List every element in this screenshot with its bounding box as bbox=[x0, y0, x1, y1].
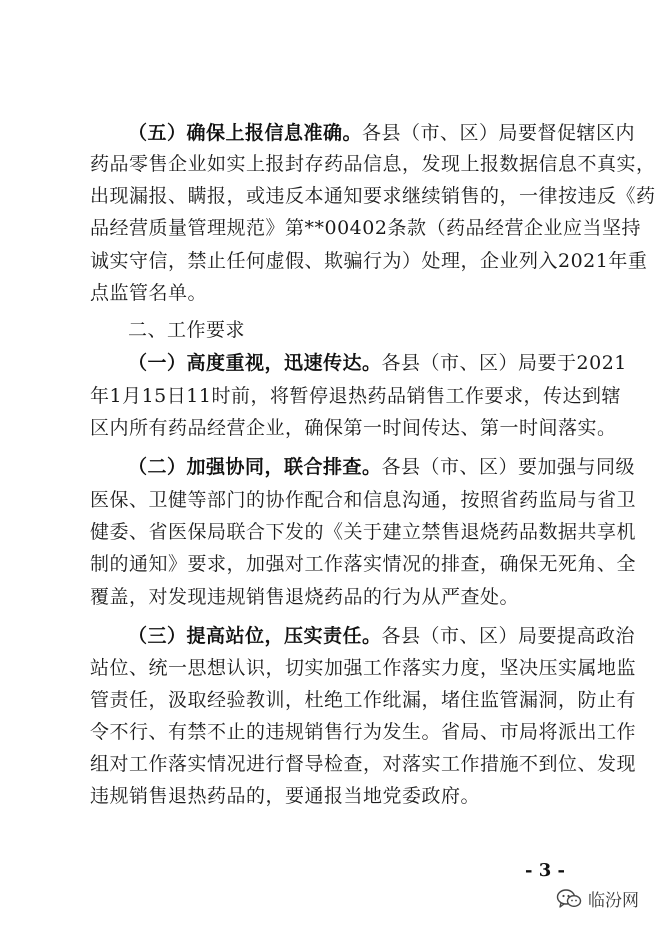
part2-heading: 二、工作要求 bbox=[128, 319, 246, 341]
section5-line1 bbox=[128, 121, 636, 145]
section5-line2: 药品零售企业如实上报封存药品信息，发现上报数据信息不真实， bbox=[90, 153, 656, 175]
item3-line6: 违规销售退热药品的，要通报当地党委政府。 bbox=[90, 785, 481, 807]
item1-text: 各县（市、区）局要于2021 bbox=[381, 352, 627, 374]
page-number: - 3 - bbox=[525, 860, 565, 881]
item3-line4: 令不行、有禁不止的违规销售行为发生。省局、市局将派出工作 bbox=[90, 721, 637, 743]
item2-text: 各县（市、区）要加强与同级 bbox=[381, 456, 636, 478]
section5-text: 各县（市、区）局要督促辖区内 bbox=[362, 122, 636, 144]
watermark bbox=[556, 886, 639, 911]
item3-line5: 组对工作落实情况进行督导检查，对落实工作措施不到位、发现 bbox=[90, 753, 637, 775]
item3-line3: 管责任，汲取经验教训，杜绝工作纰漏，堵住监管漏洞，防止有 bbox=[90, 689, 637, 711]
section5-line3: 出现漏报、瞒报，或违反本通知要求继续销售的，一律按违反《药 bbox=[90, 185, 656, 207]
section5-title: （五）确保上报信息准确。 bbox=[128, 122, 363, 144]
item2-line5: 覆盖，对发现违规销售退烧药品的行为从严查处。 bbox=[90, 586, 520, 608]
item1-line2: 年1月15日11时前，将暂停退热药品销售工作要求，传达到辖 bbox=[90, 385, 621, 407]
item3-text: 各县（市、区）局要提高政治 bbox=[381, 625, 636, 647]
section5-line6: 点监管名单。 bbox=[90, 282, 208, 304]
item1-line3: 区内所有药品经营企业，确保第一时间传达、第一时间落实。 bbox=[90, 417, 617, 439]
item2-line2: 医保、卫健等部门的协作配合和信息沟通，按照省药监局与省卫 bbox=[90, 489, 637, 511]
item1-line1 bbox=[128, 351, 627, 375]
item2-line4: 制的通知》要求，加强对工作落实情况的排查，确保无死角、全 bbox=[90, 553, 637, 575]
item3-line2: 站位、统一思想认识，切实加强工作落实力度，坚决压实属地监 bbox=[90, 657, 637, 679]
item2-title: （二）加强协同，联合排查。 bbox=[128, 456, 382, 478]
item1-title: （一）高度重视，迅速传达。 bbox=[128, 352, 382, 374]
section5-line5: 诚实守信，禁止任何虚假、欺骗行为）处理，企业列入2021年重 bbox=[90, 250, 648, 272]
section5-line4: 品经营质量管理规范》第**00402条款（药品经营企业应当坚持 bbox=[90, 217, 641, 239]
item3-line1 bbox=[128, 624, 636, 648]
watermark-text: 临汾网 bbox=[588, 891, 639, 911]
item2-line3: 健委、省医保局联合下发的《关于建立禁售退烧药品数据共享机 bbox=[90, 521, 637, 543]
wechat-icon bbox=[556, 888, 582, 910]
item2-line1 bbox=[128, 455, 636, 479]
item3-title: （三）提高站位，压实责任。 bbox=[128, 625, 382, 647]
